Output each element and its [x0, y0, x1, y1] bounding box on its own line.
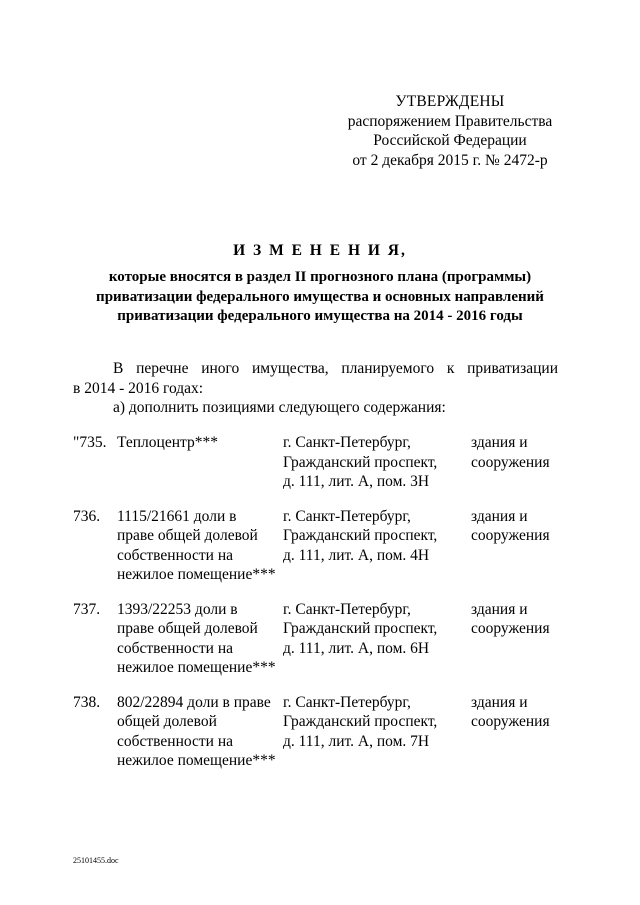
table-row — [73, 693, 563, 786]
subtitle-line-2: приватизации федерального имущества и основных направлений — [96, 288, 544, 305]
item-address: г. Санкт-Петербург, Гражданский проспект, д. 111, лит. А, пом. 3Н — [283, 434, 438, 490]
intro-paragraph — [73, 359, 558, 418]
intro-sub-item: а) дополнить позициями следующего содержания: — [113, 399, 446, 416]
subtitle-line-3: приватизации федерального имущества на 2014 - 2016 годы — [117, 308, 523, 324]
item-name: 802/22894 доли в праве общей долевой собственности на нежилое помещение*** — [117, 693, 276, 769]
document-title: И З М Е Н Е Н И Я, — [233, 242, 407, 259]
item-name: 1393/22253 доли в праве общей долевой собственности на нежилое помещение*** — [117, 600, 276, 676]
item-address: г. Санкт-Петербург, Гражданский проспект, д. 111, лит. А, пом. 7Н — [283, 693, 438, 750]
item-name: 1115/21661 доли в праве общей долевой собственности на нежилое помещение*** — [117, 507, 276, 583]
approval-line-3: от 2 декабря 2015 г. № 2472-р — [352, 151, 548, 169]
approval-line-2: Российской Федерации — [373, 132, 527, 149]
item-type: здания и сооружения — [471, 507, 550, 544]
item-number: 738. — [73, 693, 101, 711]
item-address: г. Санкт-Петербург, Гражданский проспект, д. 111, лит. А, пом. 6Н — [283, 600, 438, 657]
item-name: Теплоцентр*** — [117, 434, 218, 451]
footer-filename: 25101455.doc — [73, 856, 119, 865]
subtitle-line-1: которые вносятся в раздел II прогнозного плана (программы) — [108, 269, 532, 285]
table-row — [73, 507, 563, 600]
approval-title: УТВЕРЖДЕНЫ — [395, 93, 505, 110]
item-number: 737. — [73, 600, 101, 618]
item-type: здания и сооружения — [471, 600, 550, 637]
document-subtitle — [60, 268, 580, 327]
intro-line-1: В перечне иного имущества, планируемого к приватизации — [113, 360, 558, 377]
intro-line-2: в 2014 - 2016 годах: — [73, 379, 204, 397]
approval-line-1: распоряжением Правительства — [347, 112, 553, 130]
item-type: здания и сооружения — [471, 693, 550, 730]
table-row — [73, 600, 563, 693]
item-address: г. Санкт-Петербург, Гражданский проспект, д. 111, лит. А, пом. 4Н — [283, 507, 438, 564]
property-items-table — [73, 433, 563, 786]
item-number: 736. — [73, 507, 101, 525]
item-number: "735. — [73, 434, 107, 451]
approval-block — [330, 92, 570, 170]
table-row — [73, 433, 563, 507]
item-type: здания и сооружения — [471, 434, 550, 471]
